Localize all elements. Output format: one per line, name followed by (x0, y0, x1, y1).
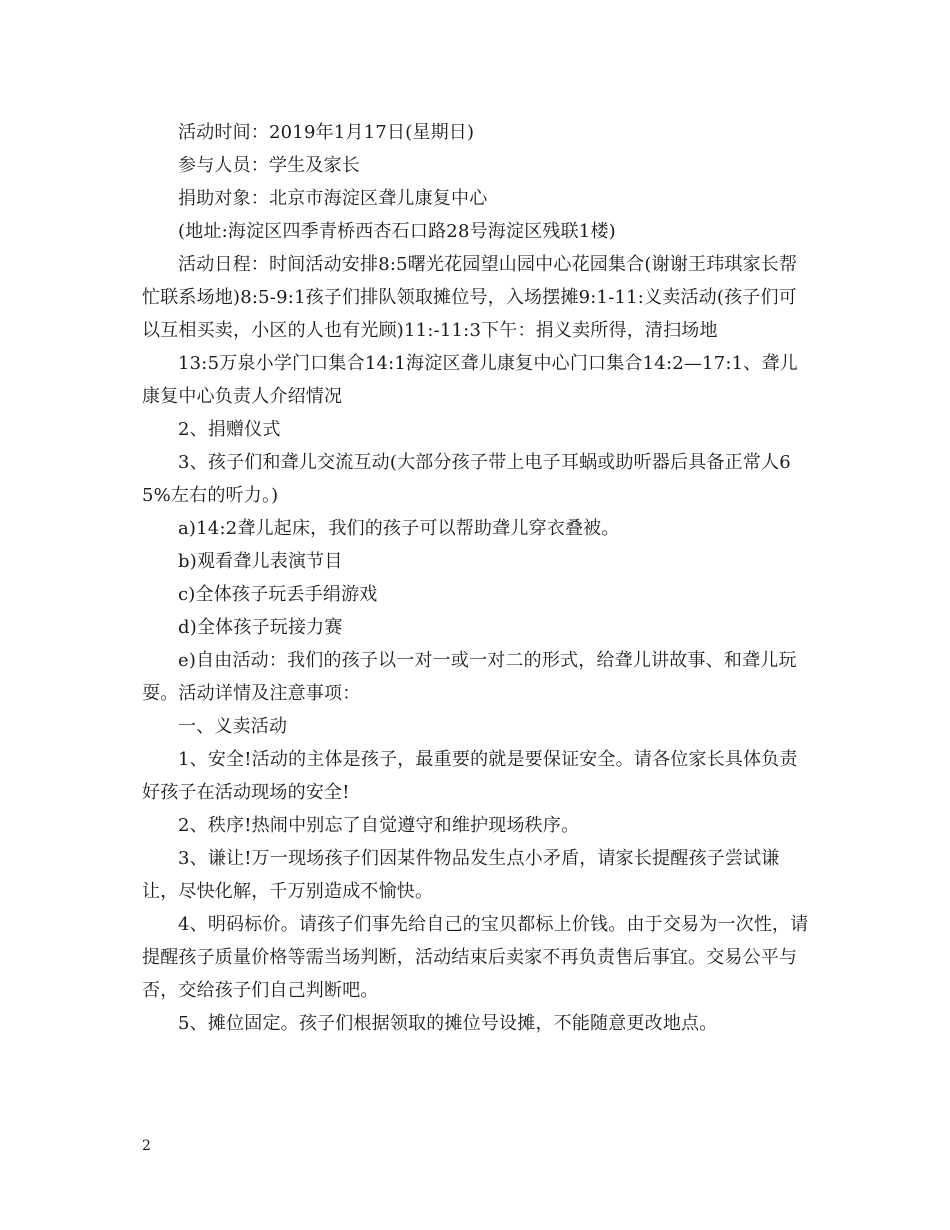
paragraph-interaction: 3、孩子们和聋儿交流互动(大部分孩子带上电子耳蜗或助听器后具备正常人65%左右的听力。) (142, 452, 791, 506)
paragraph-note-pricing: 4、明码标价。请孩子们事先给自己的宝贝都标上价钱。由于交易为一次性，请提醒孩子质量价格等需当场判断，活动结束后卖家不再负责售后事宜。交易公平与否，交给孩子们自己判断吧。 (142, 914, 809, 1001)
paragraph-donation-ceremony: 2、捐赠仪式 (178, 419, 281, 440)
paragraph-participants: 参与人员：学生及家长 (178, 155, 360, 176)
paragraph-note-safety: 1、安全!活动的主体是孩子，最重要的就是要保证安全。请各位家长具体负责好孩子在活动现场的安全! (142, 749, 798, 803)
paragraph-note-stall: 5、摊位固定。孩子们根据领取的摊位号设摊，不能随意更改地点。 (178, 1013, 718, 1034)
paragraph-item-c: c)全体孩子玩丢手绢游戏 (178, 584, 378, 605)
section-heading-charity-sale: 一、义卖活动 (178, 716, 288, 737)
paragraph-recipient: 捐助对象：北京市海淀区聋儿康复中心 (178, 188, 488, 209)
paragraph-item-b: b)观看聋儿表演节目 (178, 551, 343, 572)
paragraph-activity-time: 活动时间：2019年1月17日(星期日) (178, 122, 475, 143)
paragraph-item-a: a)14:2聋儿起床，我们的孩子可以帮助聋儿穿衣叠被。 (178, 518, 620, 539)
paragraph-schedule-afternoon: 13:5万泉小学门口集合14:1海淀区聋儿康复中心门口集合14:2—17:1、聋儿康复中心负责人介绍情况 (142, 353, 798, 407)
paragraph-note-courtesy: 3、谦让!万一现场孩子们因某件物品发生点小矛盾，请家长提醒孩子尝试谦让，尽快化解，千万别造成不愉快。 (142, 848, 780, 902)
paragraph-schedule: 活动日程：时间活动安排8:5曙光花园望山园中心花园集合(谢谢王玮琪家长帮忙联系场地)8:5-9:1孩子们排队领取摊位号，入场摆摊9:1-11:义卖活动(孩子们可以互相买卖，小区的人也有光顾)11:-11:3下午：捐义卖所得，清扫场地 (142, 254, 798, 341)
document-body (142, 116, 814, 1040)
paragraph-address: (地址:海淀区四季青桥西杏石口路28号海淀区残联1楼) (178, 221, 616, 242)
paragraph-item-d: d)全体孩子玩接力赛 (178, 617, 343, 638)
paragraph-item-e: e)自由活动：我们的孩子以一对一或一对二的形式，给聋儿讲故事、和聋儿玩耍。活动详情及注意事项： (142, 650, 797, 704)
paragraph-note-order: 2、秩序!热闹中别忘了自觉遵守和维护现场秩序。 (178, 815, 580, 836)
page-number: 2 (142, 1138, 151, 1154)
